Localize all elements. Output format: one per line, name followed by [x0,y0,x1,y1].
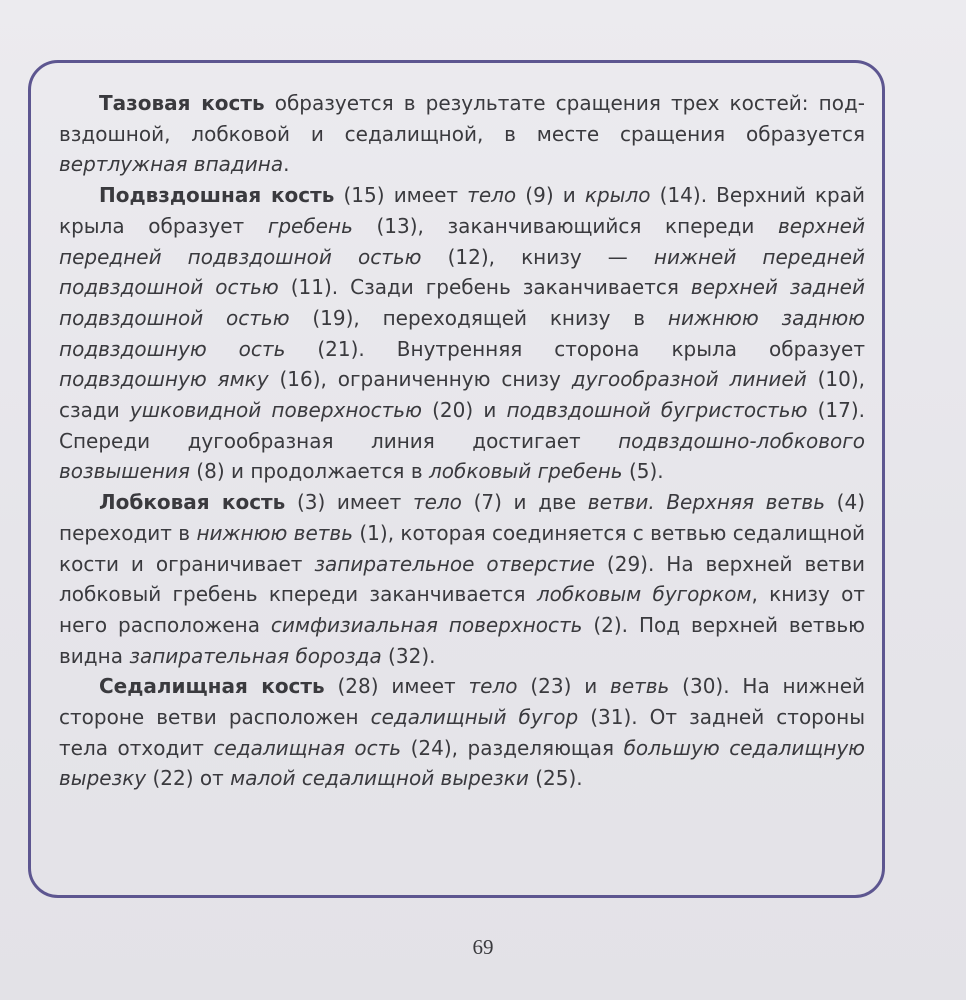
italic-term: подвздошную ямку [59,367,269,392]
paragraph-1 [59,88,865,180]
italic-term: вертлужная впадина [59,152,284,177]
italic-term: симфизиальная поверхность [270,612,583,637]
text-run: (1), которая соединяется с ветвью седалищной кости и ограничивает [59,520,866,576]
text-run: (7) и две [461,490,588,515]
italic-term: седалищный бугор [370,705,579,730]
text-run: (25). [528,766,583,791]
text-run: (13), заканчивающийся кпереди [352,213,778,238]
italic-term: ветви. Верхняя ветвь [587,490,826,515]
text-run: (15) имеет [334,183,468,208]
italic-term: большую седалищную вырезку [59,735,865,791]
italic-term: нижней передней подвздошной остью [59,244,866,300]
italic-term: нижнюю заднюю подвздошную ость [59,305,865,361]
text-run: (14). Верхний край крыла образует [59,183,865,238]
text-run: (29). На верхней ветви лобковый гребень кпереди заканчивается [59,551,865,607]
italic-term: седалищная ость [213,735,402,760]
italic-term: тело [467,183,517,208]
paragraph-3 [59,487,865,671]
text-run: (23) и [517,674,611,699]
text-box-body [59,88,865,794]
term-heading: Седалищная кость [99,674,325,699]
text-run: (30). На нижней стороне ветви расположен [59,674,865,730]
page-number: 69 [472,935,494,959]
text-run: (32). [381,643,436,668]
term-heading: Подвздошная кость [99,183,335,208]
term-heading: Тазовая кость [99,91,265,115]
term-heading: Лобковая кость [99,490,286,515]
text-run: (10), сзади [59,367,865,423]
italic-term: запирательная борозда [129,643,382,668]
text-run: (12), книзу — [421,244,654,269]
text-run: (3) имеет [285,490,413,515]
italic-term: лобковым бугорком [536,582,752,607]
text-run: (19), переходящей книзу в [289,305,668,330]
italic-term: гребень [267,213,353,238]
text-run: (24), разделяющая [401,735,624,760]
italic-term: тело [412,490,462,515]
text-run: (11). Сзади гребень заканчивается [278,275,691,300]
text-run: (20) и [421,398,507,423]
text-run: , книзу от него расположена [59,582,865,637]
text-run: (16), ограниченную снизу [268,367,572,392]
italic-term: лобковый гребень [428,459,623,484]
text-run: (28) имеет [324,674,469,699]
paragraph-2 [59,180,865,487]
text-run: (31). От задней стороны тела отходит [59,705,865,760]
italic-term: крыло [584,183,651,208]
text-run: (9) и [516,183,585,208]
italic-term: ветвь [610,674,670,699]
text-run: (22) от [146,766,231,791]
text-run: (17). Спереди дугообразная линия достигает [59,398,865,453]
italic-term: верхней передней подвздошной остью [59,213,865,269]
italic-term: верхней задней подвздошной остью [59,275,865,330]
text-run: (2). Под верхней ветвью видна [59,612,865,668]
italic-term: тело [468,674,518,699]
italic-term: дугообразной линией [571,367,807,392]
text-run: . [283,152,290,177]
text-run: (8) и продолжается в [189,459,429,484]
text-run: образуется в результате сращения трех костей: подвздошной, лобковой и седалищной, в месте сращения образуется [59,91,865,146]
paragraph-4 [59,671,865,794]
italic-term: ушковидной поверхностью [129,398,422,423]
italic-term: нижнюю ветвь [196,520,353,545]
italic-term: малой седалищной вырезки [230,766,529,791]
italic-term: подвздошно-лобкового возвышения [59,428,865,484]
text-run: (21). Внутренняя сторона крыла образует [285,336,865,361]
text-run: (5). [622,459,664,484]
italic-term: запирательное отверстие [314,551,595,576]
text-run: (4) переходит в [59,490,865,545]
italic-term: подвздошной бугристостью [506,398,808,423]
